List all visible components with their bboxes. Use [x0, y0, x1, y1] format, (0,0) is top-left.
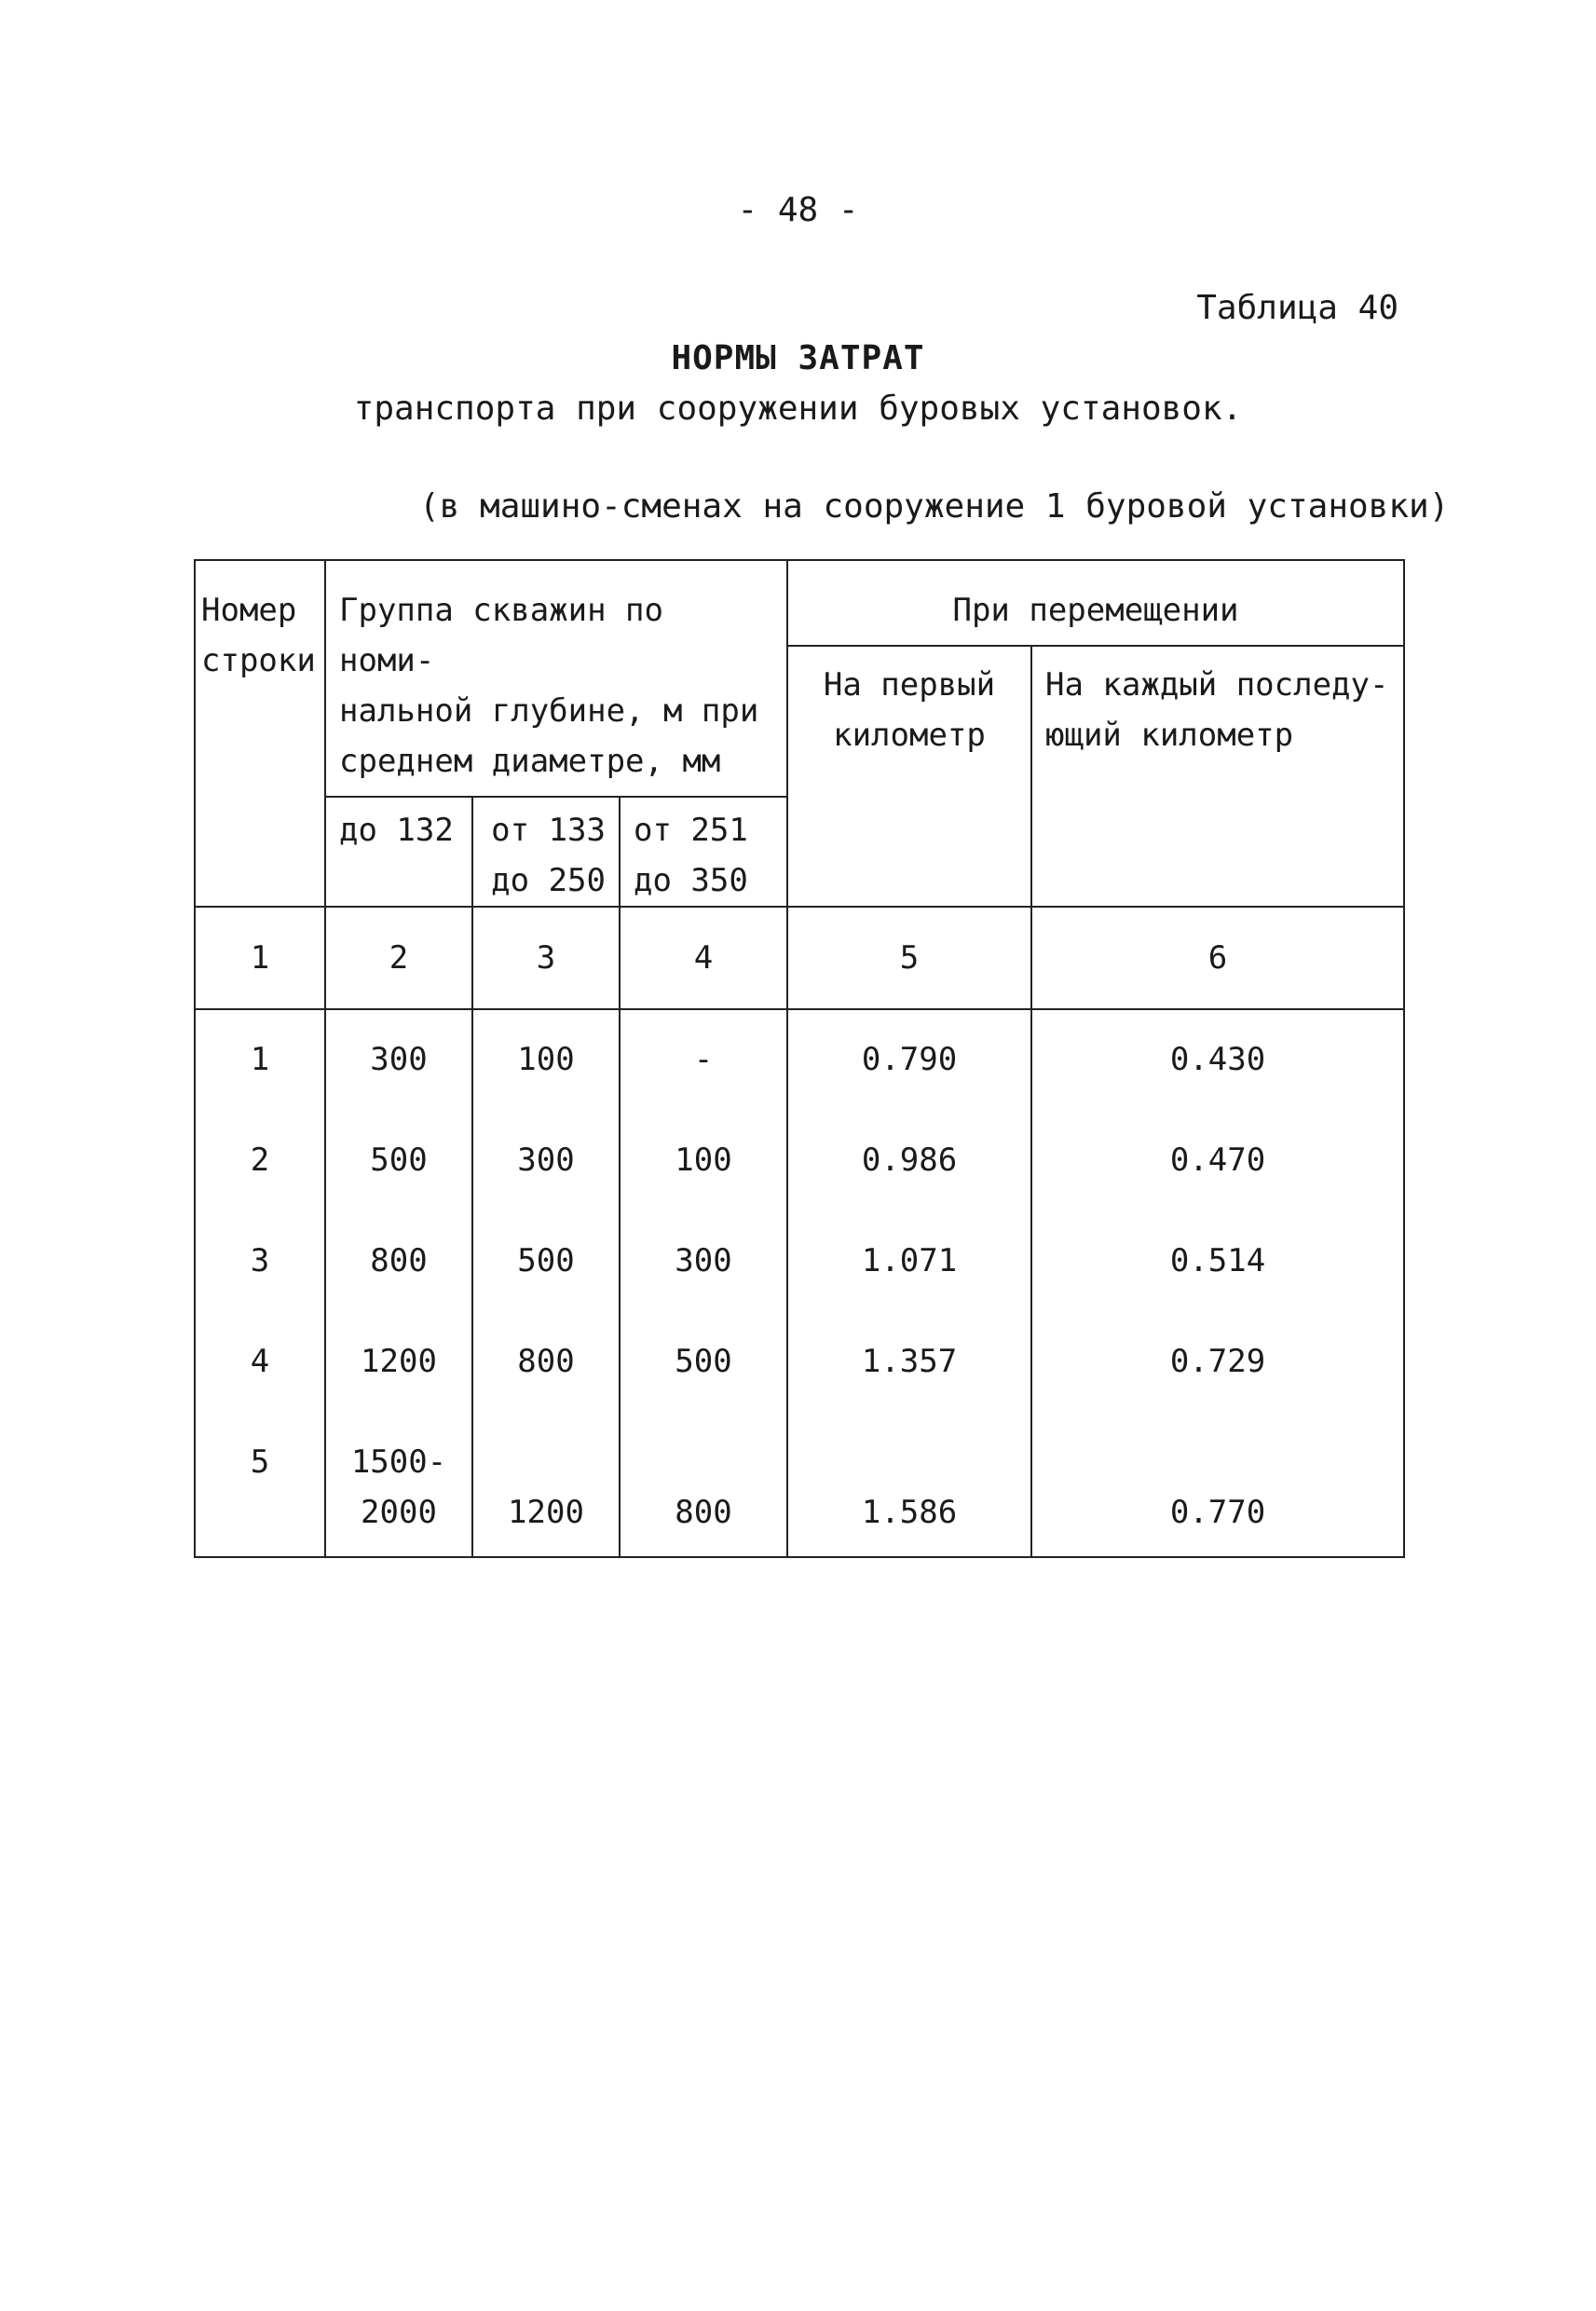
cell-next-km: 0.514	[1031, 1236, 1404, 1286]
header-next-km-line1: На каждый последу-	[1045, 666, 1389, 704]
cell-depth-1: 1200	[325, 1336, 472, 1387]
table-row	[195, 1437, 1404, 1487]
cell-depth-2: 300	[472, 1135, 620, 1185]
header-first-km	[787, 646, 1031, 907]
cell-depth-3: -	[620, 1009, 787, 1085]
header-first-km-line2: километр	[833, 717, 986, 754]
cell-depth-2: 500	[472, 1236, 620, 1286]
row-number: 3	[195, 1236, 325, 1286]
cell-first-km: 1.586	[787, 1487, 1031, 1557]
header-diam-2-line1: от 133	[491, 812, 606, 849]
table-row	[195, 1236, 1404, 1286]
header-first-km-line1: На первый	[823, 666, 996, 704]
table-label: Таблица 40	[1196, 289, 1398, 327]
column-number: 4	[620, 907, 787, 1009]
table-row	[195, 1135, 1404, 1185]
cell-depth-3: 300	[620, 1236, 787, 1286]
cell-next-km: 0.770	[1031, 1487, 1404, 1557]
units-note: (в машино-сменах на сооружение 1 буровой установки)	[419, 487, 1450, 526]
header-diam-3	[620, 797, 787, 907]
header-well-group-line1: Группа скважин по номи-	[339, 592, 663, 679]
header-next-km-line2: ющий километр	[1045, 717, 1294, 754]
row-number: 5	[195, 1437, 325, 1487]
cell-depth-2: 1200	[472, 1487, 620, 1557]
cell-next-km: 0.470	[1031, 1135, 1404, 1185]
header-diam-2	[472, 797, 620, 907]
cell-depth-2: 800	[472, 1336, 620, 1387]
column-number: 2	[325, 907, 472, 1009]
header-well-group	[325, 560, 787, 797]
cell-first-km: 1.357	[787, 1336, 1031, 1387]
cell-depth-1: 800	[325, 1236, 472, 1286]
cell-next-km: 0.430	[1031, 1009, 1404, 1085]
cell-first-km: 1.071	[787, 1236, 1031, 1286]
header-row-number-line1: Номер	[201, 592, 297, 629]
header-diam-2-line2: до 250	[491, 862, 606, 899]
header-movement: При перемещении	[787, 560, 1404, 646]
norms-table	[194, 559, 1405, 1558]
cell-depth-3: 100	[620, 1135, 787, 1185]
header-diam-1: до 132	[325, 797, 472, 907]
table-row	[195, 1009, 1404, 1085]
header-row-number-line2: строки	[201, 642, 316, 679]
table-row	[195, 1487, 1404, 1557]
cell-next-km: 0.729	[1031, 1336, 1404, 1387]
cell-depth-3: 500	[620, 1336, 787, 1387]
cell-first-km: 0.790	[787, 1009, 1031, 1085]
cell-depth-1-cont: 2000	[325, 1487, 472, 1557]
header-diam-3-line2: до 350	[634, 862, 748, 899]
header-well-group-line2: нальной глубине, м при	[339, 692, 759, 730]
cell-depth-2: 100	[472, 1009, 620, 1085]
row-number: 1	[195, 1009, 325, 1085]
column-number: 3	[472, 907, 620, 1009]
header-next-km	[1031, 646, 1404, 907]
column-number: 5	[787, 907, 1031, 1009]
column-number: 6	[1031, 907, 1404, 1009]
table-row	[195, 1336, 1404, 1387]
table-title: НОРМЫ ЗАТРАТ	[671, 339, 925, 377]
row-number: 4	[195, 1336, 325, 1387]
header-diam-3-line1: от 251	[634, 812, 748, 849]
row-number: 2	[195, 1135, 325, 1185]
column-number: 1	[195, 907, 325, 1009]
cell-first-km: 0.986	[787, 1135, 1031, 1185]
cell-depth-1: 300	[325, 1009, 472, 1085]
cell-depth-3: 800	[620, 1487, 787, 1557]
header-row-number	[195, 560, 325, 907]
table-subtitle: транспорта при сооружении буровых установок.	[353, 390, 1243, 428]
page-number: - 48 -	[737, 191, 859, 229]
cell-depth-1: 1500-	[325, 1437, 472, 1487]
cell-depth-1: 500	[325, 1135, 472, 1185]
header-well-group-line3: среднем диаметре, мм	[339, 743, 721, 780]
